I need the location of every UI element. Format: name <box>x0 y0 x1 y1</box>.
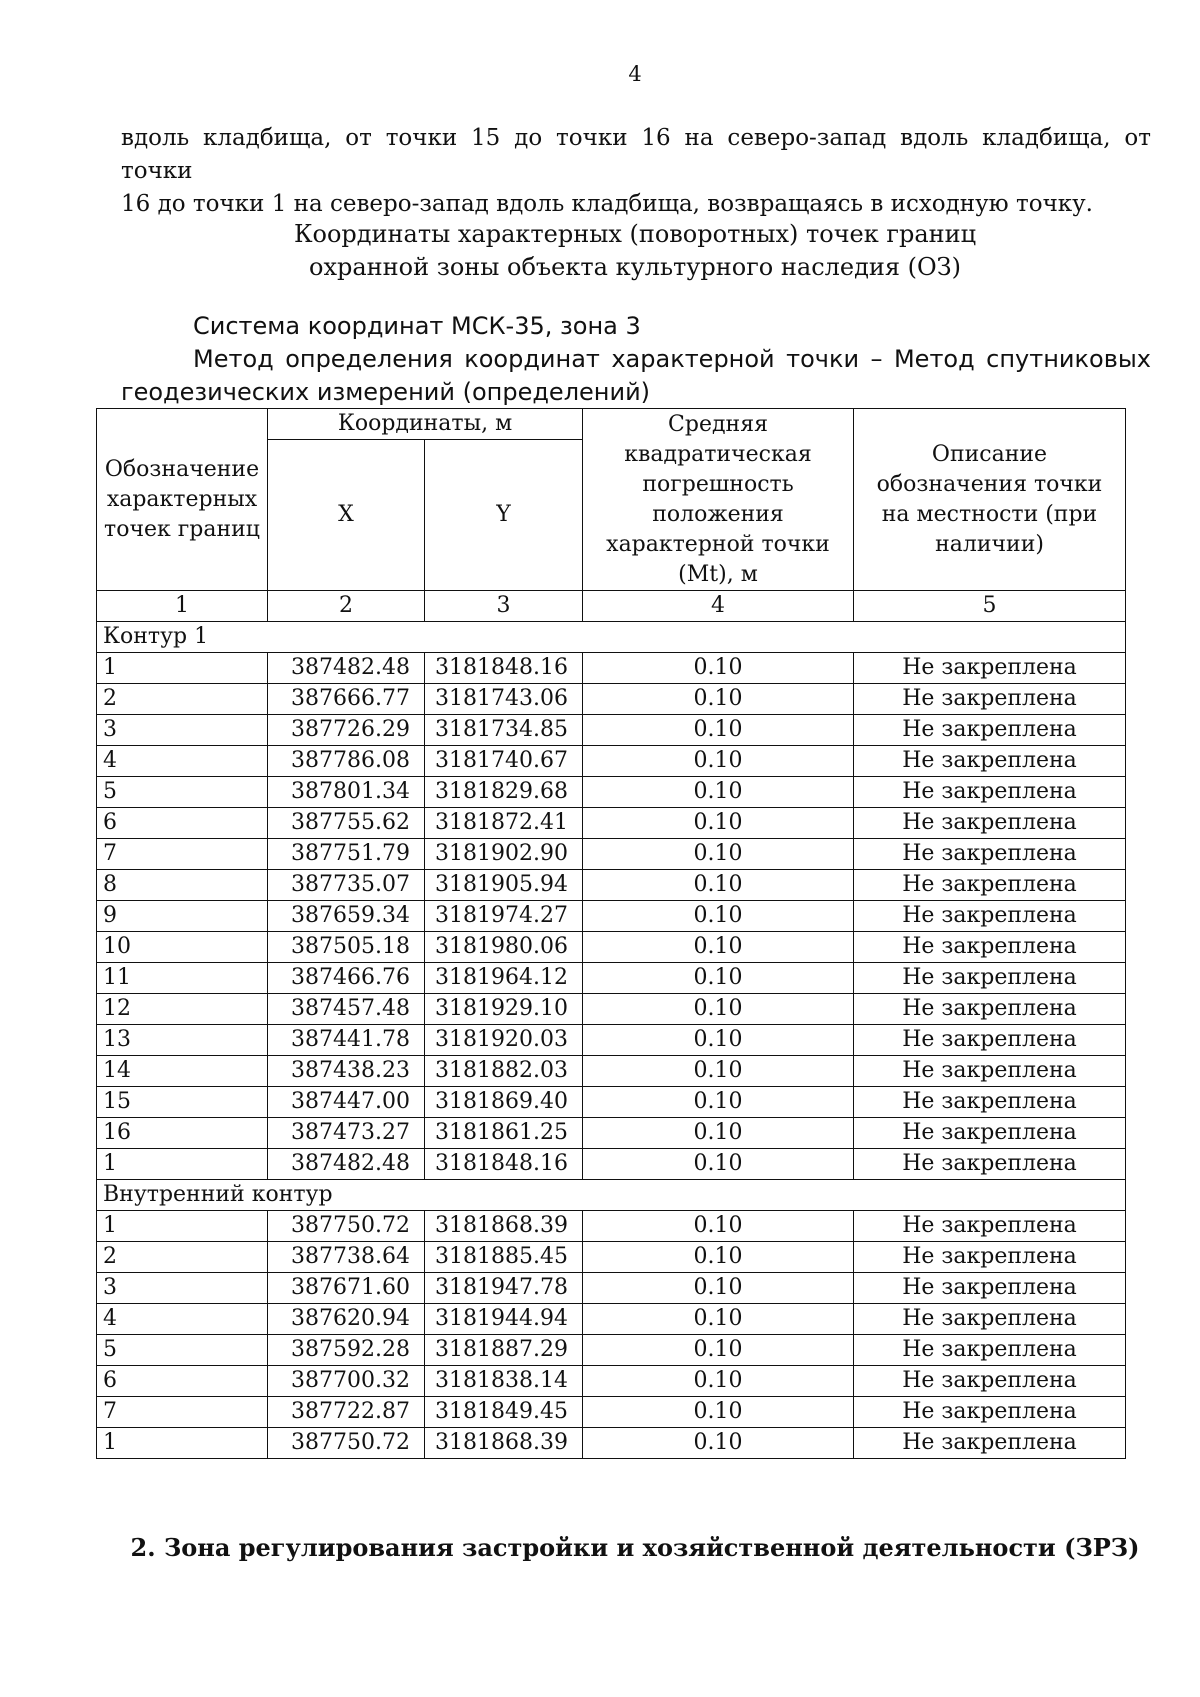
point-cell: 4 <box>97 746 268 777</box>
y-cell: 3181920.03 <box>425 1025 583 1056</box>
intro-paragraph <box>121 122 1151 221</box>
table-title-line-1: Координаты характерных (поворотных) точек границ <box>293 220 977 248</box>
error-cell: 0.10 <box>583 653 854 684</box>
error-cell: 0.10 <box>583 839 854 870</box>
column-number: 3 <box>425 591 583 622</box>
error-cell: 0.10 <box>583 1025 854 1056</box>
column-number: 1 <box>97 591 268 622</box>
method-text-line-1: Метод определения координат характерной точки – Метод спутниковых <box>193 345 1151 373</box>
point-cell: 11 <box>97 963 268 994</box>
y-cell: 3181872.41 <box>425 808 583 839</box>
point-cell: 14 <box>97 1056 268 1087</box>
description-cell: Не закреплена <box>854 746 1126 777</box>
header-designation: Обозначение характерных точек границ <box>97 409 268 591</box>
error-cell: 0.10 <box>583 1366 854 1397</box>
header-description: Описание обозначения точки на местности (при наличии) <box>854 409 1126 591</box>
table-row <box>97 932 1126 963</box>
table-row <box>97 1149 1126 1180</box>
description-cell: Не закреплена <box>854 1428 1126 1459</box>
table-title <box>0 218 1200 284</box>
description-cell: Не закреплена <box>854 653 1126 684</box>
page-number: 4 <box>628 62 642 86</box>
description-cell: Не закреплена <box>854 870 1126 901</box>
table-row <box>97 715 1126 746</box>
description-cell: Не закреплена <box>854 1366 1126 1397</box>
description-cell: Не закреплена <box>854 839 1126 870</box>
x-cell: 387801.34 <box>268 777 425 808</box>
description-cell: Не закреплена <box>854 1242 1126 1273</box>
column-number: 4 <box>583 591 854 622</box>
description-cell: Не закреплена <box>854 963 1126 994</box>
description-cell: Не закреплена <box>854 1087 1126 1118</box>
y-cell: 3181734.85 <box>425 715 583 746</box>
table-row <box>97 1335 1126 1366</box>
table-row <box>97 1118 1126 1149</box>
y-cell: 3181838.14 <box>425 1366 583 1397</box>
error-cell: 0.10 <box>583 994 854 1025</box>
y-cell: 3181974.27 <box>425 901 583 932</box>
x-cell: 387726.29 <box>268 715 425 746</box>
y-cell: 3181882.03 <box>425 1056 583 1087</box>
table-row <box>97 777 1126 808</box>
table-row <box>97 870 1126 901</box>
point-cell: 13 <box>97 1025 268 1056</box>
x-cell: 387482.48 <box>268 1149 425 1180</box>
y-cell: 3181829.68 <box>425 777 583 808</box>
x-cell: 387659.34 <box>268 901 425 932</box>
table-row <box>97 808 1126 839</box>
point-cell: 6 <box>97 808 268 839</box>
x-cell: 387735.07 <box>268 870 425 901</box>
point-cell: 5 <box>97 777 268 808</box>
description-cell: Не закреплена <box>854 1397 1126 1428</box>
error-cell: 0.10 <box>583 808 854 839</box>
point-cell: 1 <box>97 1428 268 1459</box>
x-cell: 387438.23 <box>268 1056 425 1087</box>
table-row <box>97 684 1126 715</box>
table-row <box>97 1304 1126 1335</box>
x-cell: 387447.00 <box>268 1087 425 1118</box>
error-cell: 0.10 <box>583 715 854 746</box>
y-cell: 3181848.16 <box>425 653 583 684</box>
y-cell: 3181887.29 <box>425 1335 583 1366</box>
y-cell: 3181944.94 <box>425 1304 583 1335</box>
error-cell: 0.10 <box>583 746 854 777</box>
error-cell: 0.10 <box>583 1428 854 1459</box>
error-cell: 0.10 <box>583 1087 854 1118</box>
y-cell: 3181849.45 <box>425 1397 583 1428</box>
y-cell: 3181980.06 <box>425 932 583 963</box>
error-cell: 0.10 <box>583 1397 854 1428</box>
point-cell: 2 <box>97 684 268 715</box>
x-cell: 387620.94 <box>268 1304 425 1335</box>
table-row <box>97 1211 1126 1242</box>
coordinate-meta <box>121 310 1151 409</box>
x-cell: 387666.77 <box>268 684 425 715</box>
point-cell: 1 <box>97 653 268 684</box>
table-row <box>97 653 1126 684</box>
header-coordinates: Координаты, м <box>268 409 583 440</box>
table-row <box>97 1428 1126 1459</box>
header-error: Средняя квадратическая погрешность положения характерной точки (Mt), м <box>583 409 854 591</box>
x-cell: 387671.60 <box>268 1273 425 1304</box>
y-cell: 3181947.78 <box>425 1273 583 1304</box>
y-cell: 3181902.90 <box>425 839 583 870</box>
error-cell: 0.10 <box>583 901 854 932</box>
y-cell: 3181868.39 <box>425 1211 583 1242</box>
table-body <box>97 622 1126 1459</box>
description-cell: Не закреплена <box>854 932 1126 963</box>
x-cell: 387750.72 <box>268 1211 425 1242</box>
point-cell: 1 <box>97 1149 268 1180</box>
point-cell: 2 <box>97 1242 268 1273</box>
error-cell: 0.10 <box>583 1211 854 1242</box>
y-cell: 3181740.67 <box>425 746 583 777</box>
error-cell: 0.10 <box>583 777 854 808</box>
description-cell: Не закреплена <box>854 1025 1126 1056</box>
x-cell: 387466.76 <box>268 963 425 994</box>
table-row <box>97 1273 1126 1304</box>
error-cell: 0.10 <box>583 1304 854 1335</box>
section-title: Внутренний контур <box>97 1180 1126 1211</box>
x-cell: 387441.78 <box>268 1025 425 1056</box>
table-header <box>97 409 1126 622</box>
point-cell: 10 <box>97 932 268 963</box>
point-cell: 1 <box>97 1211 268 1242</box>
table-row <box>97 963 1126 994</box>
point-cell: 5 <box>97 1335 268 1366</box>
point-cell: 6 <box>97 1366 268 1397</box>
method-text-line-2: геодезических измерений (определений) <box>121 378 651 406</box>
table-row <box>97 901 1126 932</box>
point-cell: 4 <box>97 1304 268 1335</box>
description-cell: Не закреплена <box>854 1211 1126 1242</box>
y-cell: 3181929.10 <box>425 994 583 1025</box>
y-cell: 3181868.39 <box>425 1428 583 1459</box>
description-cell: Не закреплена <box>854 1304 1126 1335</box>
coord-system-text: Система координат МСК-35, зона 3 <box>193 312 641 340</box>
error-cell: 0.10 <box>583 1056 854 1087</box>
x-cell: 387700.32 <box>268 1366 425 1397</box>
column-numbers-row <box>97 591 1126 622</box>
section-row <box>97 622 1126 653</box>
point-cell: 3 <box>97 715 268 746</box>
description-cell: Не закреплена <box>854 1056 1126 1087</box>
table-row <box>97 839 1126 870</box>
point-cell: 15 <box>97 1087 268 1118</box>
header-x: X <box>268 440 425 591</box>
intro-line-2: 16 до точки 1 на северо-запад вдоль кладбища, возвращаясь в исходную точку. <box>121 191 1093 217</box>
description-cell: Не закреплена <box>854 1335 1126 1366</box>
error-cell: 0.10 <box>583 1149 854 1180</box>
section-row <box>97 1180 1126 1211</box>
x-cell: 387482.48 <box>268 653 425 684</box>
error-cell: 0.10 <box>583 870 854 901</box>
description-cell: Не закреплена <box>854 994 1126 1025</box>
x-cell: 387457.48 <box>268 994 425 1025</box>
description-cell: Не закреплена <box>854 777 1126 808</box>
x-cell: 387505.18 <box>268 932 425 963</box>
table-row <box>97 1366 1126 1397</box>
point-cell: 9 <box>97 901 268 932</box>
description-cell: Не закреплена <box>854 715 1126 746</box>
point-cell: 7 <box>97 1397 268 1428</box>
point-cell: 3 <box>97 1273 268 1304</box>
x-cell: 387738.64 <box>268 1242 425 1273</box>
error-cell: 0.10 <box>583 932 854 963</box>
y-cell: 3181743.06 <box>425 684 583 715</box>
error-cell: 0.10 <box>583 684 854 715</box>
table-row <box>97 1397 1126 1428</box>
x-cell: 387755.62 <box>268 808 425 839</box>
section-title: Контур 1 <box>97 622 1126 653</box>
point-cell: 12 <box>97 994 268 1025</box>
description-cell: Не закреплена <box>854 684 1126 715</box>
description-cell: Не закреплена <box>854 1149 1126 1180</box>
table-title-line-2: охранной зоны объекта культурного наследия (ОЗ) <box>309 253 961 281</box>
point-cell: 8 <box>97 870 268 901</box>
description-cell: Не закреплена <box>854 1273 1126 1304</box>
table-row <box>97 1056 1126 1087</box>
table-row <box>97 1242 1126 1273</box>
table-row <box>97 1025 1126 1056</box>
error-cell: 0.10 <box>583 1242 854 1273</box>
error-cell: 0.10 <box>583 963 854 994</box>
y-cell: 3181905.94 <box>425 870 583 901</box>
description-cell: Не закреплена <box>854 901 1126 932</box>
x-cell: 387750.72 <box>268 1428 425 1459</box>
x-cell: 387722.87 <box>268 1397 425 1428</box>
x-cell: 387751.79 <box>268 839 425 870</box>
y-cell: 3181848.16 <box>425 1149 583 1180</box>
error-cell: 0.10 <box>583 1335 854 1366</box>
column-number: 2 <box>268 591 425 622</box>
error-cell: 0.10 <box>583 1273 854 1304</box>
table-row <box>97 1087 1126 1118</box>
y-cell: 3181885.45 <box>425 1242 583 1273</box>
y-cell: 3181964.12 <box>425 963 583 994</box>
x-cell: 387473.27 <box>268 1118 425 1149</box>
point-cell: 7 <box>97 839 268 870</box>
section-heading: 2. Зона регулирования застройки и хозяйственной деятельности (ЗРЗ) <box>130 1533 1140 1562</box>
intro-line-1: вдоль кладбища, от точки 15 до точки 16 на северо-запад вдоль кладбища, от точки <box>121 125 1151 184</box>
column-number: 5 <box>854 591 1126 622</box>
table-row <box>97 746 1126 777</box>
point-cell: 16 <box>97 1118 268 1149</box>
x-cell: 387592.28 <box>268 1335 425 1366</box>
description-cell: Не закреплена <box>854 808 1126 839</box>
header-y: Y <box>425 440 583 591</box>
error-cell: 0.10 <box>583 1118 854 1149</box>
table-row <box>97 994 1126 1025</box>
description-cell: Не закреплена <box>854 1118 1126 1149</box>
y-cell: 3181869.40 <box>425 1087 583 1118</box>
y-cell: 3181861.25 <box>425 1118 583 1149</box>
coordinates-table <box>96 408 1126 1459</box>
x-cell: 387786.08 <box>268 746 425 777</box>
